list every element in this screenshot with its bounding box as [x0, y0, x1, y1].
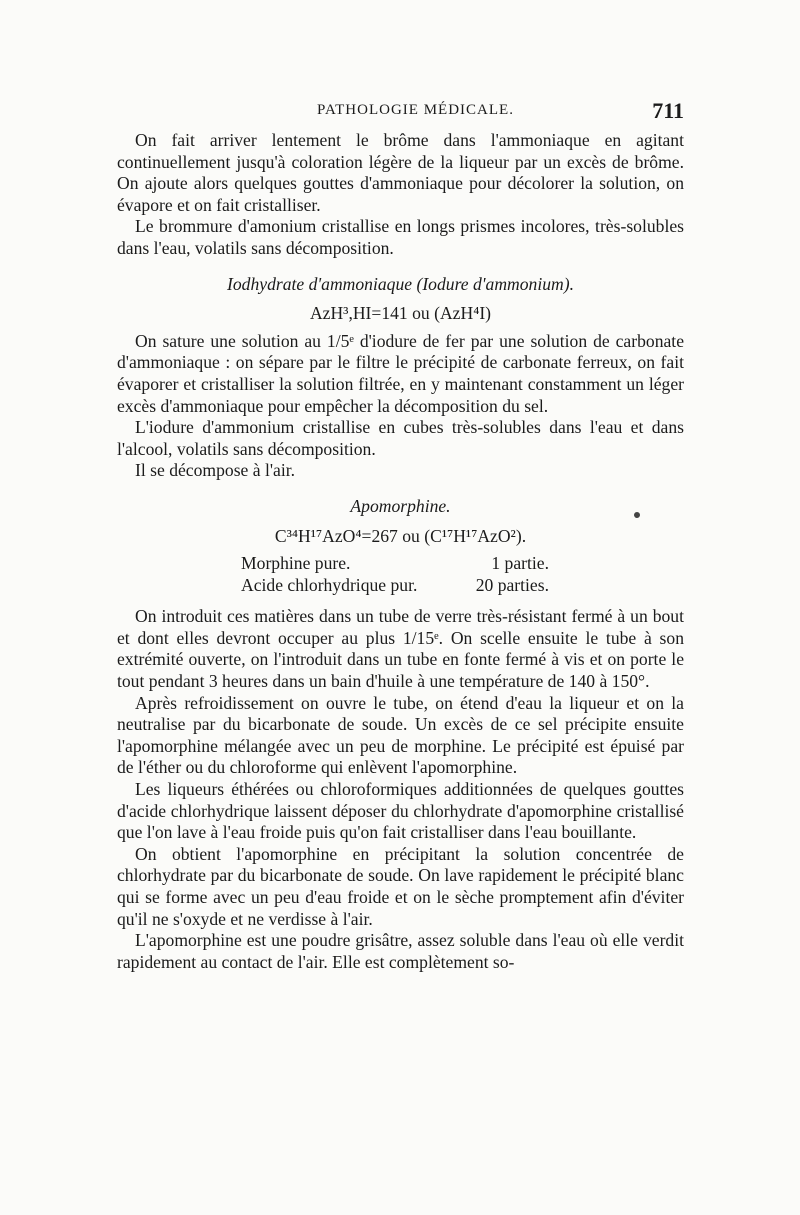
- page-header: [117, 98, 684, 128]
- paragraph: Les liqueurs éthérées ou chloroformiques additionnées de quelques gouttes d'acide chlorhydrique laissent déposer du chlorhydrate d'apomorphine cristallisé que l'on lave à l'eau froide puis qu'on fait cristalliser dans l'eau bouillante.: [117, 779, 684, 843]
- recipe-list: [241, 553, 684, 596]
- quantity: 20 parties.: [475, 574, 549, 595]
- paragraph: L'iodure d'ammonium cristallise en cubes très-solubles dans l'eau et dans l'alcool, volatils sans décomposition.: [117, 417, 684, 459]
- ingredient: Acide chlorhydrique pur.: [241, 574, 418, 595]
- ingredient: Morphine pure.: [241, 553, 351, 574]
- chemical-formula: AzH³,HI=141 ou (AzH⁴I): [309, 303, 492, 324]
- paragraph: Il se décompose à l'air.: [135, 460, 295, 481]
- body-text: [117, 130, 684, 973]
- paragraph: Après refroidissement on ouvre le tube, on étend d'eau la liqueur et on la neutralise par du bicarbonate de soude. Un excès de ce sel précipite ensuite l'apomorphine mélangée avec un peu de morphine. Le précipité est épuisé par de l'éther ou du chloroforme qui enlèvent l'apomorphine.: [117, 692, 684, 778]
- quantity: 1 partie.: [491, 553, 549, 574]
- chemical-formula: C³⁴H¹⁷AzO⁴=267 ou (C¹⁷H¹⁷AzO²).: [274, 525, 527, 546]
- recipe-row: [241, 575, 549, 597]
- section-title: Iodhydrate d'ammoniaque (Iodure d'ammonium).: [227, 273, 574, 294]
- paragraph: On fait arriver lentement le brôme dans l'ammoniaque en agitant continuellement jusqu'à coloration légère de la liqueur par un excès de brôme. On ajoute alors quelques gouttes d'ammoniaque pour décolorer la solution, on évapore et on fait cristalliser.: [117, 130, 684, 215]
- recipe-row: [241, 553, 549, 575]
- paragraph: L'apomorphine est une poudre grisâtre, assez soluble dans l'eau où elle verdit rapidement au contact de l'air. Elle est complètement so-: [117, 930, 684, 972]
- running-title: PATHOLOGIE MÉDICALE.: [317, 102, 514, 118]
- section-title: Apomorphine.: [350, 495, 451, 516]
- ink-speck: [634, 512, 640, 518]
- page-number: 711: [652, 98, 684, 123]
- paragraph: On obtient l'apomorphine en précipitant la solution concentrée de chlorhydrate par du bicarbonate de soude. On lave rapidement le précipité blanc qui se forme avec un peu d'eau froide et on le sèche promptement afin d'éviter qu'il ne s'oxyde et ne verdisse à l'air.: [117, 843, 684, 929]
- paragraph: Le brommure d'amonium cristallise en longs prismes incolores, très-solubles dans l'eau, volatils sans décomposition.: [117, 216, 684, 258]
- paragraph: On sature une solution au 1/5ᵉ d'iodure de fer par une solution de carbonate d'ammoniaque : on sépare par le filtre le précipité de carbonate ferreux, on fait évaporer et cristalliser la solution filtrée, en y maintenant constamment un léger excès d'ammoniaque pour empêcher la décomposition du sel.: [117, 330, 684, 416]
- paragraph: On introduit ces matières dans un tube de verre très-résistant fermé à un bout et dont elles devront occuper au plus 1/15ᵉ. On scelle ensuite le tube à son extrémité ouverte, on l'introduit dans un tube en fonte fermé à vis et on porte le tout pendant 3 heures dans un bain d'huile à une température de 140 à 150°.: [117, 606, 684, 692]
